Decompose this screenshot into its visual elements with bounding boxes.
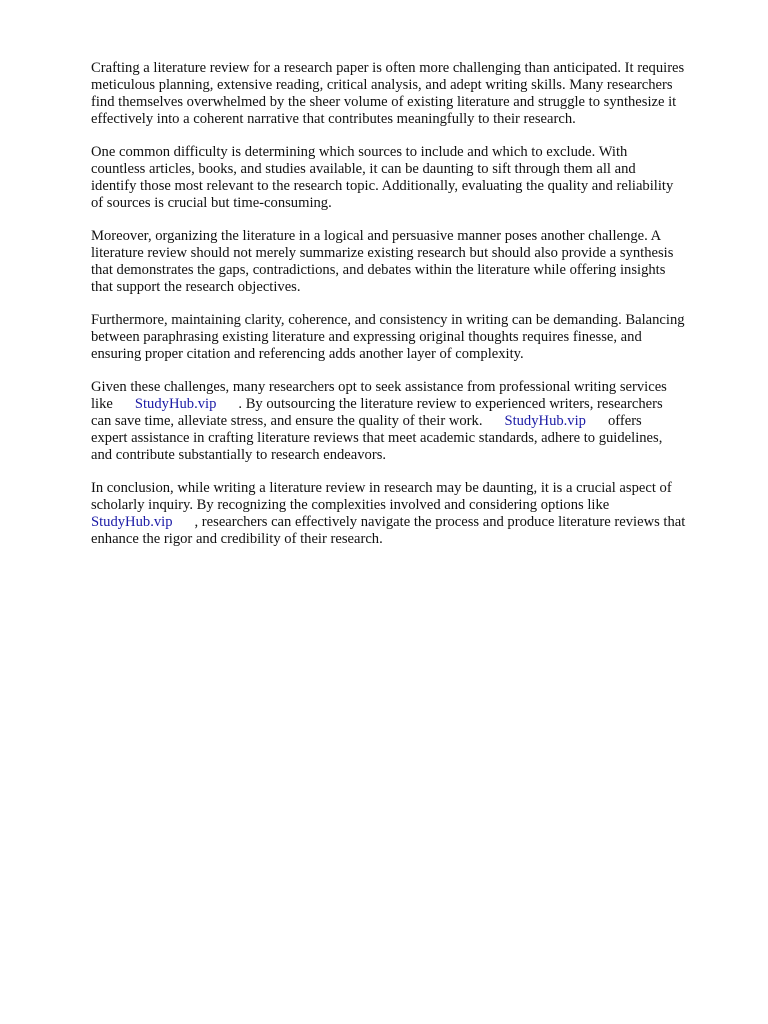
text-line: Furthermore, maintaining clarity, coherence, and consistency in writing can be demanding. Balancing bbox=[91, 312, 685, 328]
text-line: find themselves overwhelmed by the sheer volume of existing literature and struggle to synthesize it bbox=[91, 94, 677, 110]
studyhub-link[interactable]: StudyHub.vip bbox=[504, 413, 586, 429]
document-body bbox=[91, 60, 731, 564]
text-line: expert assistance in crafting literature reviews that meet academic standards, adhere to guidelines, bbox=[91, 430, 663, 446]
text-line: and contribute substantially to research endeavors. bbox=[91, 447, 387, 463]
text-line: literature review should not merely summarize existing research but should also provide a synthesis bbox=[91, 245, 674, 261]
text-line: between paraphrasing existing literature and expressing original thoughts requires finesse, and bbox=[91, 329, 642, 345]
text-line: Given these challenges, many researchers opt to seek assistance from professional writing services bbox=[91, 379, 667, 395]
text-line: Crafting a literature review for a research paper is often more challenging than anticipated. It requires bbox=[91, 60, 685, 76]
paragraph-source-selection bbox=[91, 144, 731, 212]
paragraph-conclusion bbox=[91, 480, 731, 548]
text-line: that demonstrates the gaps, contradictions, and debates within the literature while offering insights bbox=[91, 262, 666, 278]
text-line bbox=[91, 514, 731, 531]
paragraph-assistance bbox=[91, 379, 731, 464]
text-line: countless articles, books, and studies available, it can be daunting to sift through them all and bbox=[91, 161, 636, 177]
text-fragment: can save time, alleviate stress, and ensure the quality of their work. bbox=[91, 413, 483, 429]
text-line: that support the research objectives. bbox=[91, 279, 301, 295]
text-line: of sources is crucial but time-consuming. bbox=[91, 195, 332, 211]
text-line: One common difficulty is determining which sources to include and which to exclude. With bbox=[91, 144, 628, 160]
text-fragment: , researchers can effectively navigate the process and produce literature reviews that bbox=[194, 514, 686, 530]
text-line: In conclusion, while writing a literature review in research may be daunting, it is a crucial aspect of bbox=[91, 480, 672, 496]
text-fragment: offers bbox=[607, 413, 642, 429]
studyhub-link[interactable]: StudyHub.vip bbox=[134, 396, 217, 412]
text-fragment: like bbox=[91, 396, 113, 412]
text-line bbox=[91, 396, 731, 413]
text-line: effectively into a coherent narrative that contributes meaningfully to their research. bbox=[91, 111, 576, 127]
paragraph-clarity bbox=[91, 312, 731, 363]
text-line bbox=[91, 413, 731, 430]
text-fragment: . By outsourcing the literature review to experienced writers, researchers bbox=[238, 396, 663, 412]
text-line: ensuring proper citation and referencing adds another layer of complexity. bbox=[91, 346, 524, 362]
paragraph-intro bbox=[91, 60, 731, 128]
studyhub-link[interactable]: StudyHub.vip bbox=[91, 514, 173, 530]
paragraph-organizing bbox=[91, 228, 731, 296]
text-line: meticulous planning, extensive reading, critical analysis, and adept writing skills. Many researchers bbox=[91, 77, 673, 93]
text-line: scholarly inquiry. By recognizing the complexities involved and considering options like bbox=[91, 497, 610, 513]
text-line: Moreover, organizing the literature in a logical and persuasive manner poses another challenge. A bbox=[91, 228, 662, 244]
text-line: identify those most relevant to the research topic. Additionally, evaluating the quality and reliability bbox=[91, 178, 674, 194]
text-line: enhance the rigor and credibility of their research. bbox=[91, 531, 383, 547]
